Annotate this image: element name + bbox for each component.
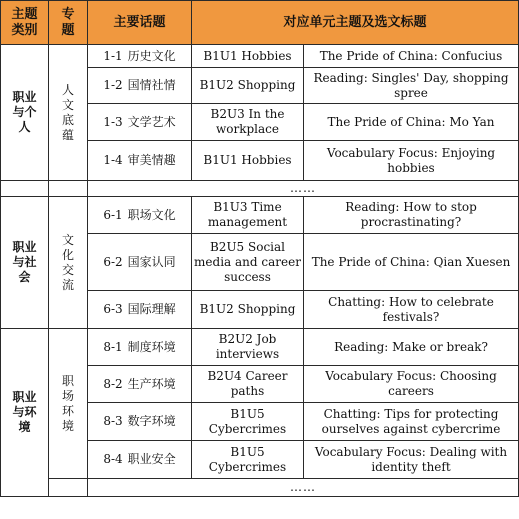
header-unit-passage: 对应单元主题及选文标题 <box>192 1 519 45</box>
unit-cell: B1U5 Cybercrimes <box>192 441 304 479</box>
topic-label: 数字环境 <box>127 414 176 428</box>
special-topic-cell: 文 化 交 流 <box>49 197 88 329</box>
topic-label: 审美情趣 <box>127 153 176 167</box>
topic-label: 国家认同 <box>127 254 176 269</box>
topic-label: 制度环境 <box>127 339 176 354</box>
topic-code: 8-3 <box>103 414 123 428</box>
unit-cell: B1U3 Time management <box>192 197 304 234</box>
unit-cell: B1U5 Cybercrimes <box>192 403 304 441</box>
passage-cell: Vocabulary Focus: Choosing careers <box>304 366 519 403</box>
unit-cell: B2U3 In the workplace <box>192 104 304 141</box>
passage-cell: Reading: How to stop procrastinating? <box>304 197 519 234</box>
header-main-topic: 主要话题 <box>88 1 192 45</box>
topic-cell <box>88 197 192 234</box>
ellipsis-row <box>1 181 519 197</box>
unit-cell: B1U2 Shopping <box>192 68 304 104</box>
ellipsis-cell: …… <box>88 479 519 497</box>
passage-cell: The Pride of China: Confucius <box>304 45 519 68</box>
passage-cell: Chatting: How to celebrate festivals? <box>304 291 519 329</box>
topic-code: 1-3 <box>103 114 123 129</box>
table-row <box>1 329 519 366</box>
topic-code: 1-4 <box>103 153 123 167</box>
passage-cell: The Pride of China: Mo Yan <box>304 104 519 141</box>
header-category: 主题 类别 <box>1 1 49 45</box>
header-row <box>1 1 519 45</box>
passage-cell: Chatting: Tips for protecting ourselves against cybercrime <box>304 403 519 441</box>
passage-cell: Reading: Singles' Day, shopping spree <box>304 68 519 104</box>
topic-label: 国际理解 <box>127 302 176 316</box>
passage-cell: Reading: Make or break? <box>304 329 519 366</box>
topic-code: 6-1 <box>103 207 123 222</box>
topic-cell <box>88 45 192 68</box>
topic-code: 8-4 <box>103 452 123 466</box>
category-cell: 职业 与环 境 <box>1 329 49 497</box>
topic-cell <box>88 234 192 291</box>
category-cell: 职业 与社 会 <box>1 197 49 329</box>
unit-cell: B2U5 Social media and career success <box>192 234 304 291</box>
topic-cell <box>88 141 192 181</box>
topic-cell <box>88 403 192 441</box>
ellipsis-cell: …… <box>88 181 519 197</box>
special-spacer <box>49 479 88 497</box>
passage-cell: The Pride of China: Qian Xuesen <box>304 234 519 291</box>
topic-label: 职业安全 <box>127 452 176 466</box>
unit-cell: B2U2 Job interviews <box>192 329 304 366</box>
header-special: 专 题 <box>49 1 88 45</box>
passage-cell: Vocabulary Focus: Enjoying hobbies <box>304 141 519 181</box>
ellipsis-row <box>1 479 519 497</box>
topic-code: 6-3 <box>103 302 123 316</box>
topic-cell <box>88 291 192 329</box>
topic-label: 历史文化 <box>127 48 176 63</box>
topic-cell <box>88 104 192 141</box>
topic-label: 文学艺术 <box>127 114 176 129</box>
topic-code: 6-2 <box>103 254 123 269</box>
unit-cell: B2U4 Career paths <box>192 366 304 403</box>
unit-cell: B1U2 Shopping <box>192 291 304 329</box>
topic-label: 生产环境 <box>127 376 176 391</box>
topic-cell <box>88 366 192 403</box>
topic-code: 1-1 <box>103 48 123 63</box>
special-topic-cell: 职 场 环 境 <box>49 329 88 479</box>
topic-cell <box>88 329 192 366</box>
table-row <box>1 197 519 234</box>
topic-label: 国情社情 <box>127 78 176 92</box>
category-spacer <box>1 181 49 197</box>
topic-label: 职场文化 <box>127 207 176 222</box>
special-topic-cell: 人 文 底 蕴 <box>49 45 88 181</box>
topic-code: 8-1 <box>103 339 123 354</box>
category-cell: 职业 与个 人 <box>1 45 49 181</box>
unit-cell: B1U1 Hobbies <box>192 45 304 68</box>
topic-code: 1-2 <box>103 78 123 92</box>
passage-cell: Vocabulary Focus: Dealing with identity theft <box>304 441 519 479</box>
topic-code: 8-2 <box>103 376 123 391</box>
unit-cell: B1U1 Hobbies <box>192 141 304 181</box>
special-spacer <box>49 181 88 197</box>
topic-cell <box>88 68 192 104</box>
table-row <box>1 45 519 68</box>
topic-cell <box>88 441 192 479</box>
